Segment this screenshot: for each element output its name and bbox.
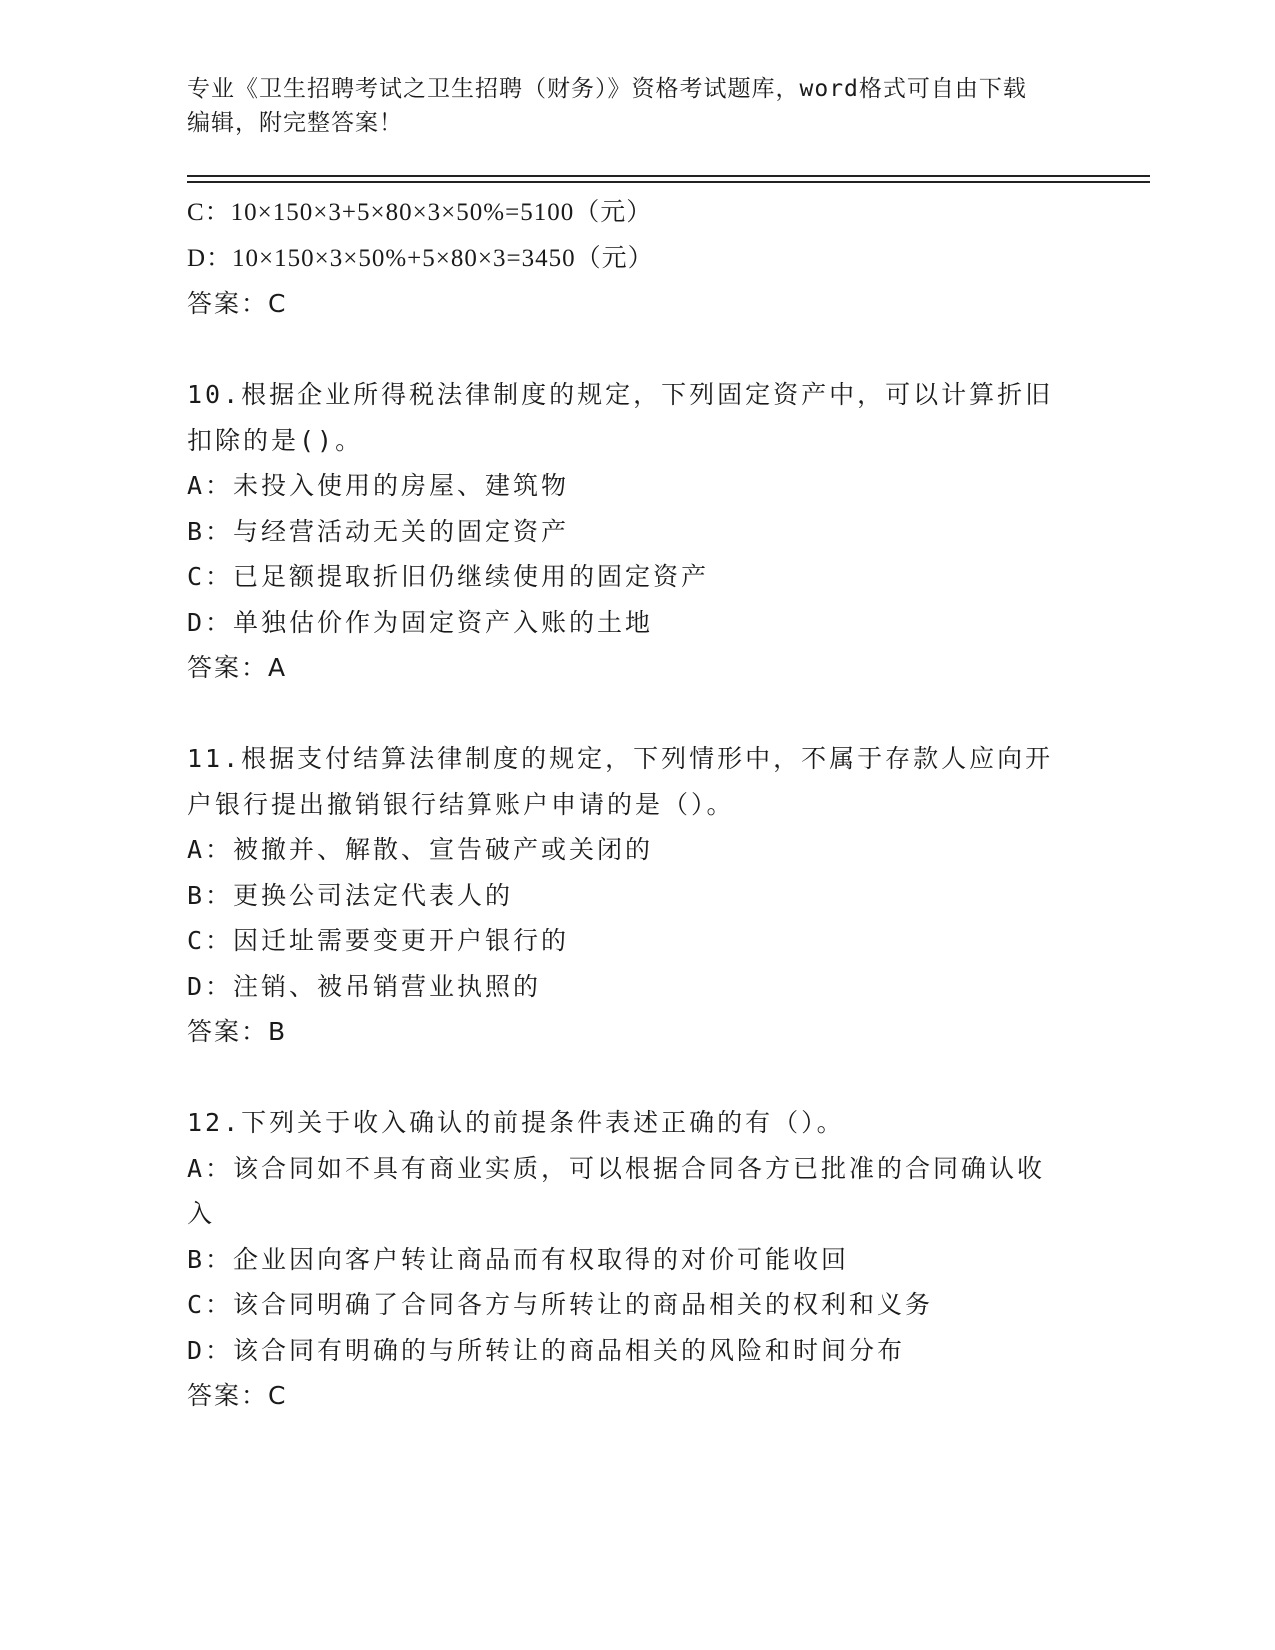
question-stem: 10.根据企业所得税法律制度的规定，下列固定资产中，可以计算折旧 [187,380,1054,409]
answer-line: 答案：B [187,1017,288,1046]
option-a: A：该合同如不具有商业实质，可以根据合同各方已批准的合同确认收 [187,1153,1046,1183]
option-b: B：企业因向客户转让商品而有权取得的对价可能收回 [187,1244,850,1274]
header-line-2: 编辑，附完整答案！ [187,110,403,136]
option-d: D：注销、被吊销营业执照的 [187,971,542,1001]
previous-question-tail [187,190,1087,327]
question-12 [187,1100,1087,1419]
document-header [187,72,1087,140]
option-b: B：更换公司法定代表人的 [187,880,514,910]
header-divider-top [187,175,1150,177]
option-d: D：10×150×3×50%+5×80×3=3450（元） [187,244,654,272]
option-a: A：被撤并、解散、宣告破产或关闭的 [187,835,654,864]
question-10 [187,372,1087,691]
option-c: C：该合同明确了合同各方与所转让的商品相关的权利和义务 [187,1290,934,1319]
header-divider-bottom [187,181,1150,183]
option-c: C：因迁址需要变更开户银行的 [187,926,570,955]
question-11 [187,736,1087,1055]
option-a-continued: 入 [187,1199,216,1228]
question-stem: 11.根据支付结算法律制度的规定，下列情形中，不属于存款人应向开 [187,744,1054,773]
answer-line: 答案：A [187,653,288,682]
option-b: B：与经营活动无关的固定资产 [187,516,570,546]
answer-line: 答案：C [187,1381,288,1410]
question-stem-continued: 扣除的是()。 [187,425,364,455]
question-stem-continued: 户银行提出撤销银行结算账户申请的是（）。 [187,789,735,819]
option-a: A：未投入使用的房屋、建筑物 [187,471,570,500]
option-c: C：10×150×3+5×80×3×50%=5100（元） [187,199,653,226]
header-line-1: 专业《卫生招聘考试之卫生招聘（财务）》资格考试题库，word格式可自由下载 [187,76,1027,102]
question-stem: 12.下列关于收入确认的前提条件表述正确的有（）。 [187,1108,845,1137]
option-c: C：已足额提取折旧仍继续使用的固定资产 [187,562,710,591]
question-body [187,190,1087,1419]
option-d: D：该合同有明确的与所转让的商品相关的风险和时间分布 [187,1335,906,1365]
option-d: D：单独估价作为固定资产入账的土地 [187,607,654,637]
answer-line: 答案：C [187,289,288,318]
